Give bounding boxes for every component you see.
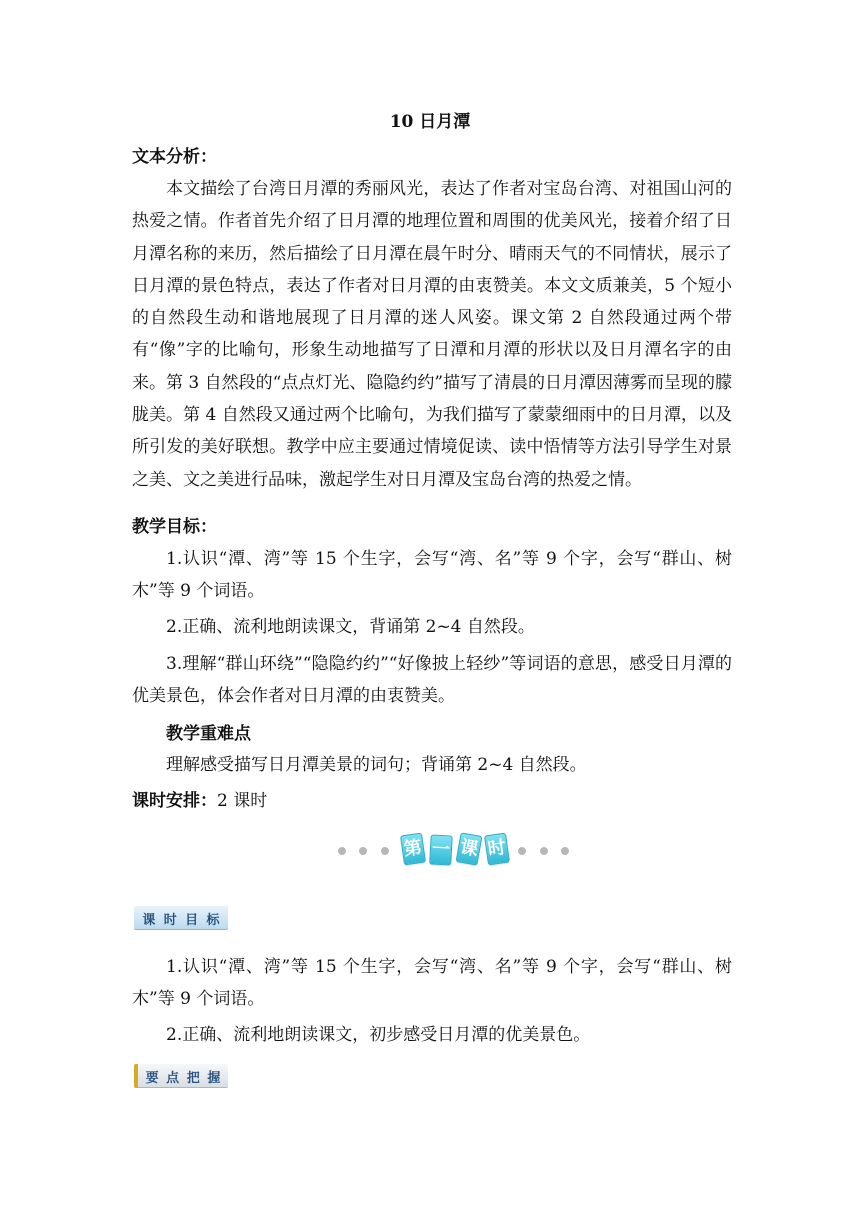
teaching-goals-heading: 教学目标：: [132, 517, 217, 537]
lesson-goal-item-1: 1.认识“潭、湾”等 15 个生字，会写“湾、名”等 9 个字，会写“群山、树木”等 9 个词语。: [132, 957, 732, 1010]
key-difficulties-text: 理解感受描写日月潭美景的词句；背诵第 2~4 自然段。: [166, 755, 587, 775]
lesson-goals-tag-char: 课: [142, 912, 156, 928]
key-points-tag-char: 要: [145, 1070, 159, 1086]
lesson-banner-char: 一: [429, 834, 453, 865]
banner-dot: [381, 847, 389, 855]
lesson-goals-tag-char: 标: [206, 912, 220, 928]
schedule-line: [132, 789, 267, 813]
key-difficulties-heading: 教学重难点: [166, 724, 251, 744]
lesson-banner-char: 课: [456, 832, 483, 865]
teaching-goal-item-2: 2.正确、流利地朗读课文，背诵第 2~4 自然段。: [166, 617, 535, 637]
lesson-banner-tiles: [402, 834, 508, 864]
lesson-banner: [332, 832, 580, 868]
lesson-goals-tag: [134, 906, 228, 930]
teaching-goal-item-1: 1.认识“潭、湾”等 15 个生字，会写“湾、名”等 9 个字，会写“群山、树木”等 9 个词语。: [132, 549, 732, 602]
schedule-value: 2 课时: [217, 791, 268, 811]
schedule-label: 课时安排：: [132, 791, 217, 811]
key-points-tag-char: 点: [166, 1070, 180, 1086]
key-points-tag-char: 把: [186, 1070, 200, 1086]
lesson-goal-item-2: 2.正确、流利地朗读课文，初步感受日月潭的优美景色。: [166, 1025, 591, 1045]
teaching-goal-item-3: 3.理解“群山环绕”“隐隐约约”“好像披上轻纱”等词语的意思，感受日月潭的优美景色，体会作者对日月潭的由衷赞美。: [132, 654, 732, 707]
key-points-tag-char: 握: [207, 1070, 221, 1086]
text-analysis-heading: 文本分析：: [132, 147, 217, 167]
lesson-banner-char: 时: [484, 833, 510, 866]
banner-dot: [338, 847, 346, 855]
text-analysis-paragraph: 本文描绘了台湾日月潭的秀丽风光，表达了作者对宝岛台湾、对祖国山河的热爱之情。作者首先介绍了日月潭的地理位置和周围的优美风光，接着介绍了日月潭名称的来历，然后描绘了日月潭在晨午时分、晴雨天气的不同情状，展示了日月潭的景色特点，表达了作者对日月潭的由衷赞美。本文文质兼美，5 个短小的自然段生动和谐地展现了日月潭的迷人风姿。课文第 2 自然段通过两个带有“像”字的比喻句，形象生动地描写了日潭和月潭的形状以及日月潭名字的由来。第 3 自然段的“点点灯光、隐隐约约”描写了清晨的日月潭因薄雾而呈现的朦胧美。第 4 自然段又通过两个比喻句，为我们描写了蒙蒙细雨中的日月潭，以及所引发的美好联想。教学中应主要通过情境促读、读中悟情等方法引导学生对景之美、文之美进行品味，激起学生对日月潭及宝岛台湾的热爱之情。: [132, 179, 733, 490]
lesson-goals-tag-char: 目: [185, 912, 199, 928]
lesson-goals-tag-char: 时: [163, 912, 177, 928]
lesson-banner-char: 第: [400, 833, 426, 866]
page-title: 10 日月潭: [389, 112, 471, 132]
banner-dot: [359, 847, 367, 855]
banner-dot: [540, 847, 548, 855]
banner-dot: [561, 847, 569, 855]
key-points-tag: [134, 1064, 228, 1088]
banner-dot: [518, 847, 526, 855]
